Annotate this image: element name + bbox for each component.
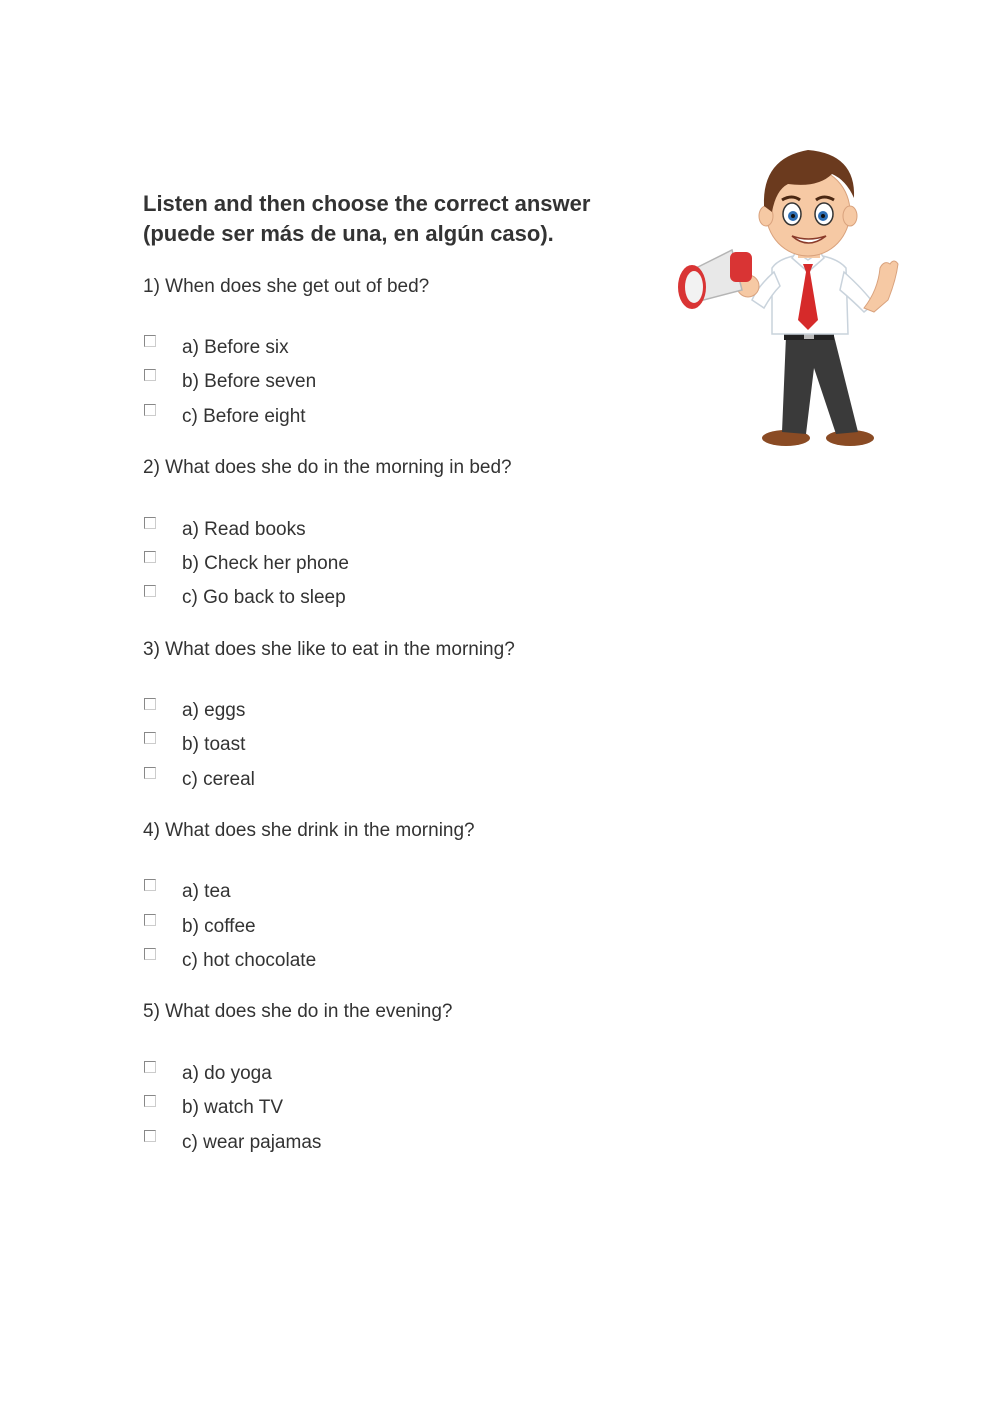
checkbox[interactable] bbox=[144, 879, 156, 891]
question-text: 4) What does she drink in the morning? bbox=[143, 820, 475, 841]
option-label: c) hot chocolate bbox=[182, 950, 317, 971]
question-text: 1) When does she get out of bed? bbox=[143, 276, 430, 297]
option-4b bbox=[143, 914, 663, 938]
question-1 bbox=[143, 276, 703, 427]
option-5a bbox=[143, 1061, 663, 1085]
checkbox[interactable] bbox=[144, 1130, 156, 1142]
title-line-2: (puede ser más de una, en algún caso). bbox=[143, 221, 554, 246]
option-1c bbox=[143, 404, 663, 428]
question-text: 3) What does she like to eat in the morning? bbox=[143, 639, 515, 660]
checkbox[interactable] bbox=[144, 585, 156, 597]
checkbox[interactable] bbox=[144, 335, 156, 347]
option-label: a) do yoga bbox=[182, 1063, 272, 1084]
option-label: b) Check her phone bbox=[182, 553, 349, 574]
checkbox[interactable] bbox=[144, 698, 156, 710]
checkbox[interactable] bbox=[144, 1061, 156, 1073]
title-line-1: Listen and then choose the correct answer bbox=[143, 191, 591, 216]
checkbox[interactable] bbox=[144, 732, 156, 744]
cartoon-man-megaphone-icon bbox=[668, 140, 903, 455]
option-label: a) Read books bbox=[182, 519, 306, 540]
option-3a bbox=[143, 698, 663, 722]
question-text: 2) What does she do in the morning in bed? bbox=[143, 457, 512, 478]
option-label: a) eggs bbox=[182, 700, 246, 721]
option-1b bbox=[143, 369, 663, 393]
option-4a bbox=[143, 879, 663, 903]
option-2b bbox=[143, 551, 663, 575]
option-label: c) cereal bbox=[182, 769, 255, 790]
option-5b bbox=[143, 1095, 663, 1119]
question-3 bbox=[143, 639, 703, 790]
option-label: c) Before eight bbox=[182, 406, 306, 427]
option-2c bbox=[143, 585, 663, 609]
option-3b bbox=[143, 732, 663, 756]
checkbox[interactable] bbox=[144, 369, 156, 381]
checkbox[interactable] bbox=[144, 1095, 156, 1107]
question-4 bbox=[143, 820, 703, 971]
option-5c bbox=[143, 1130, 663, 1154]
question-text: 5) What does she do in the evening? bbox=[143, 1001, 453, 1022]
checkbox[interactable] bbox=[144, 767, 156, 779]
checkbox[interactable] bbox=[144, 551, 156, 563]
option-label: b) toast bbox=[182, 734, 246, 755]
option-4c bbox=[143, 948, 663, 972]
option-3c bbox=[143, 767, 663, 791]
option-label: b) coffee bbox=[182, 916, 256, 937]
checkbox[interactable] bbox=[144, 517, 156, 529]
option-1a bbox=[143, 335, 663, 359]
option-label: a) tea bbox=[182, 881, 231, 902]
option-label: b) watch TV bbox=[182, 1097, 284, 1118]
option-label: c) wear pajamas bbox=[182, 1132, 322, 1153]
checkbox[interactable] bbox=[144, 404, 156, 416]
checkbox[interactable] bbox=[144, 914, 156, 926]
worksheet-title bbox=[143, 189, 663, 249]
option-label: c) Go back to sleep bbox=[182, 587, 346, 608]
checkbox[interactable] bbox=[144, 948, 156, 960]
option-2a bbox=[143, 517, 663, 541]
question-5 bbox=[143, 1001, 703, 1153]
option-label: a) Before six bbox=[182, 337, 289, 358]
option-label: b) Before seven bbox=[182, 371, 317, 392]
question-2 bbox=[143, 457, 703, 608]
